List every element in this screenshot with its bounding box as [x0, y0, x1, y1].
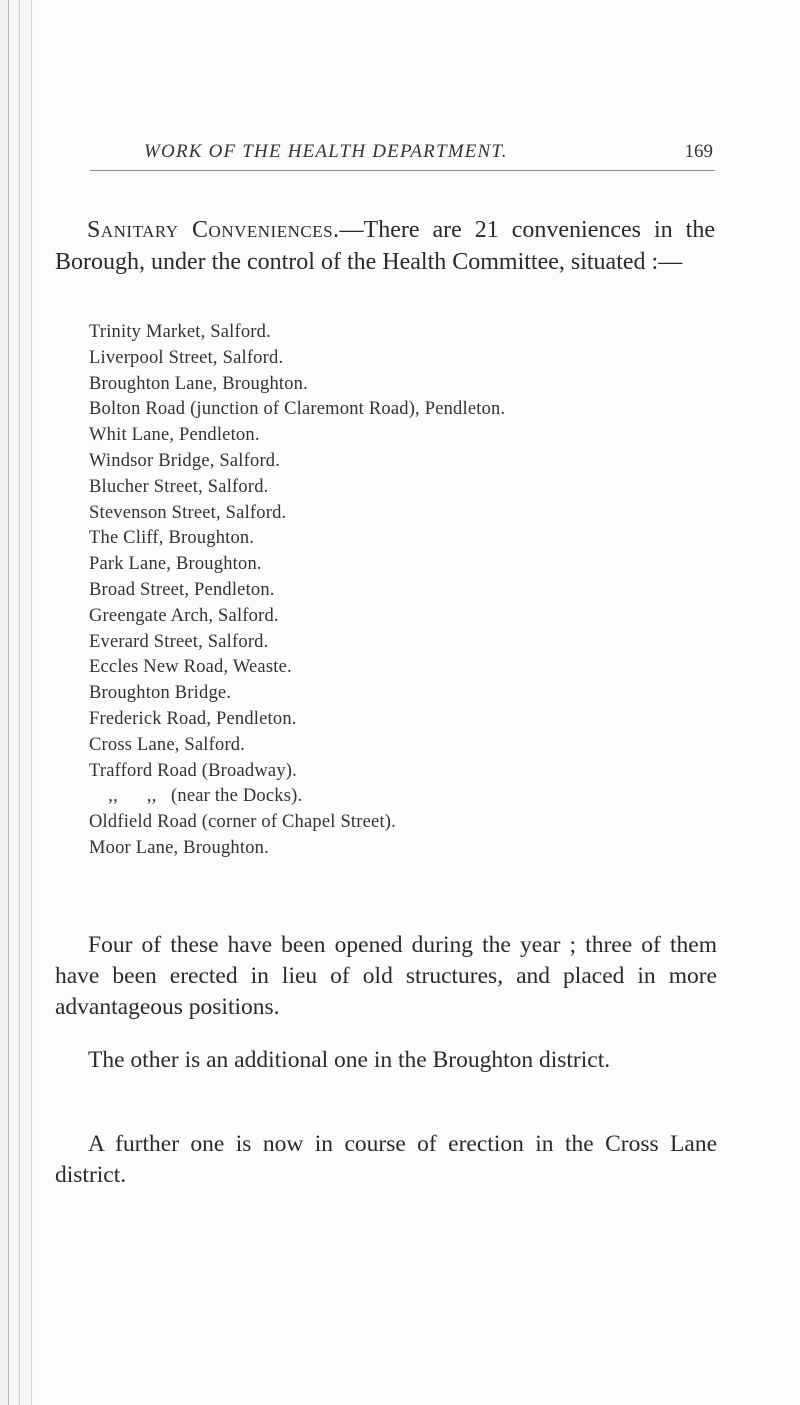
- binding-line: [31, 0, 32, 1405]
- page-number: 169: [684, 141, 713, 162]
- page-binding-edge: [0, 0, 44, 1405]
- list-item: Greengate Arch, Salford.: [89, 605, 279, 626]
- list-item: Stevenson Street, Salford.: [89, 502, 287, 523]
- list-item: Broughton Lane, Broughton.: [89, 373, 308, 394]
- list-item: Broad Street, Pendleton.: [89, 579, 275, 600]
- list-item: Oldfield Road (corner of Chapel Street).: [89, 812, 396, 833]
- body-paragraph: The other is an additional one in the Broughton district.: [88, 1046, 611, 1073]
- list-item: Eccles New Road, Weaste.: [89, 657, 292, 678]
- running-title: WORK OF THE HEALTH DEPARTMENT.: [144, 141, 508, 162]
- list-item: Park Lane, Broughton.: [89, 554, 262, 575]
- list-item: Whit Lane, Pendleton.: [89, 425, 260, 446]
- intro-text: —There are 21 conveniences in the Borough, under the control of the Health Committee, situated :—: [55, 217, 715, 275]
- list-item: Windsor Bridge, Salford.: [89, 450, 281, 471]
- list-item: Bolton Road (junction of Claremont Road), Pendleton.: [89, 399, 506, 420]
- section-heading: Sanitary Conveniences.: [87, 217, 340, 243]
- list-item: The Cliff, Broughton.: [89, 528, 255, 549]
- intro-paragraph: [55, 214, 715, 278]
- list-item: Everard Street, Salford.: [89, 631, 269, 652]
- convenience-locations-list: [89, 320, 729, 862]
- list-item: Cross Lane, Salford.: [89, 734, 246, 755]
- binding-line: [19, 0, 20, 1405]
- body-paragraph: A further one is now in course of erection in the Cross Lane district.: [55, 1130, 717, 1188]
- list-item: Trinity Market, Salford.: [89, 322, 271, 342]
- list-item: Frederick Road, Pendleton.: [89, 708, 297, 729]
- binding-line: [8, 0, 9, 1405]
- list-item: Broughton Bridge.: [89, 683, 232, 704]
- list-item: ,, ,, (near the Docks).: [89, 786, 303, 807]
- list-item: Moor Lane, Broughton.: [89, 837, 269, 858]
- list-item: Liverpool Street, Salford.: [89, 347, 284, 368]
- list-item: Trafford Road (Broadway).: [89, 760, 297, 781]
- body-paragraph: Four of these have been opened during the year ; three of them have been erected in lieu of old structures, and placed in more advantageous positions.: [55, 931, 717, 1020]
- running-header: [90, 136, 715, 171]
- list-item: Blucher Street, Salford.: [89, 476, 269, 497]
